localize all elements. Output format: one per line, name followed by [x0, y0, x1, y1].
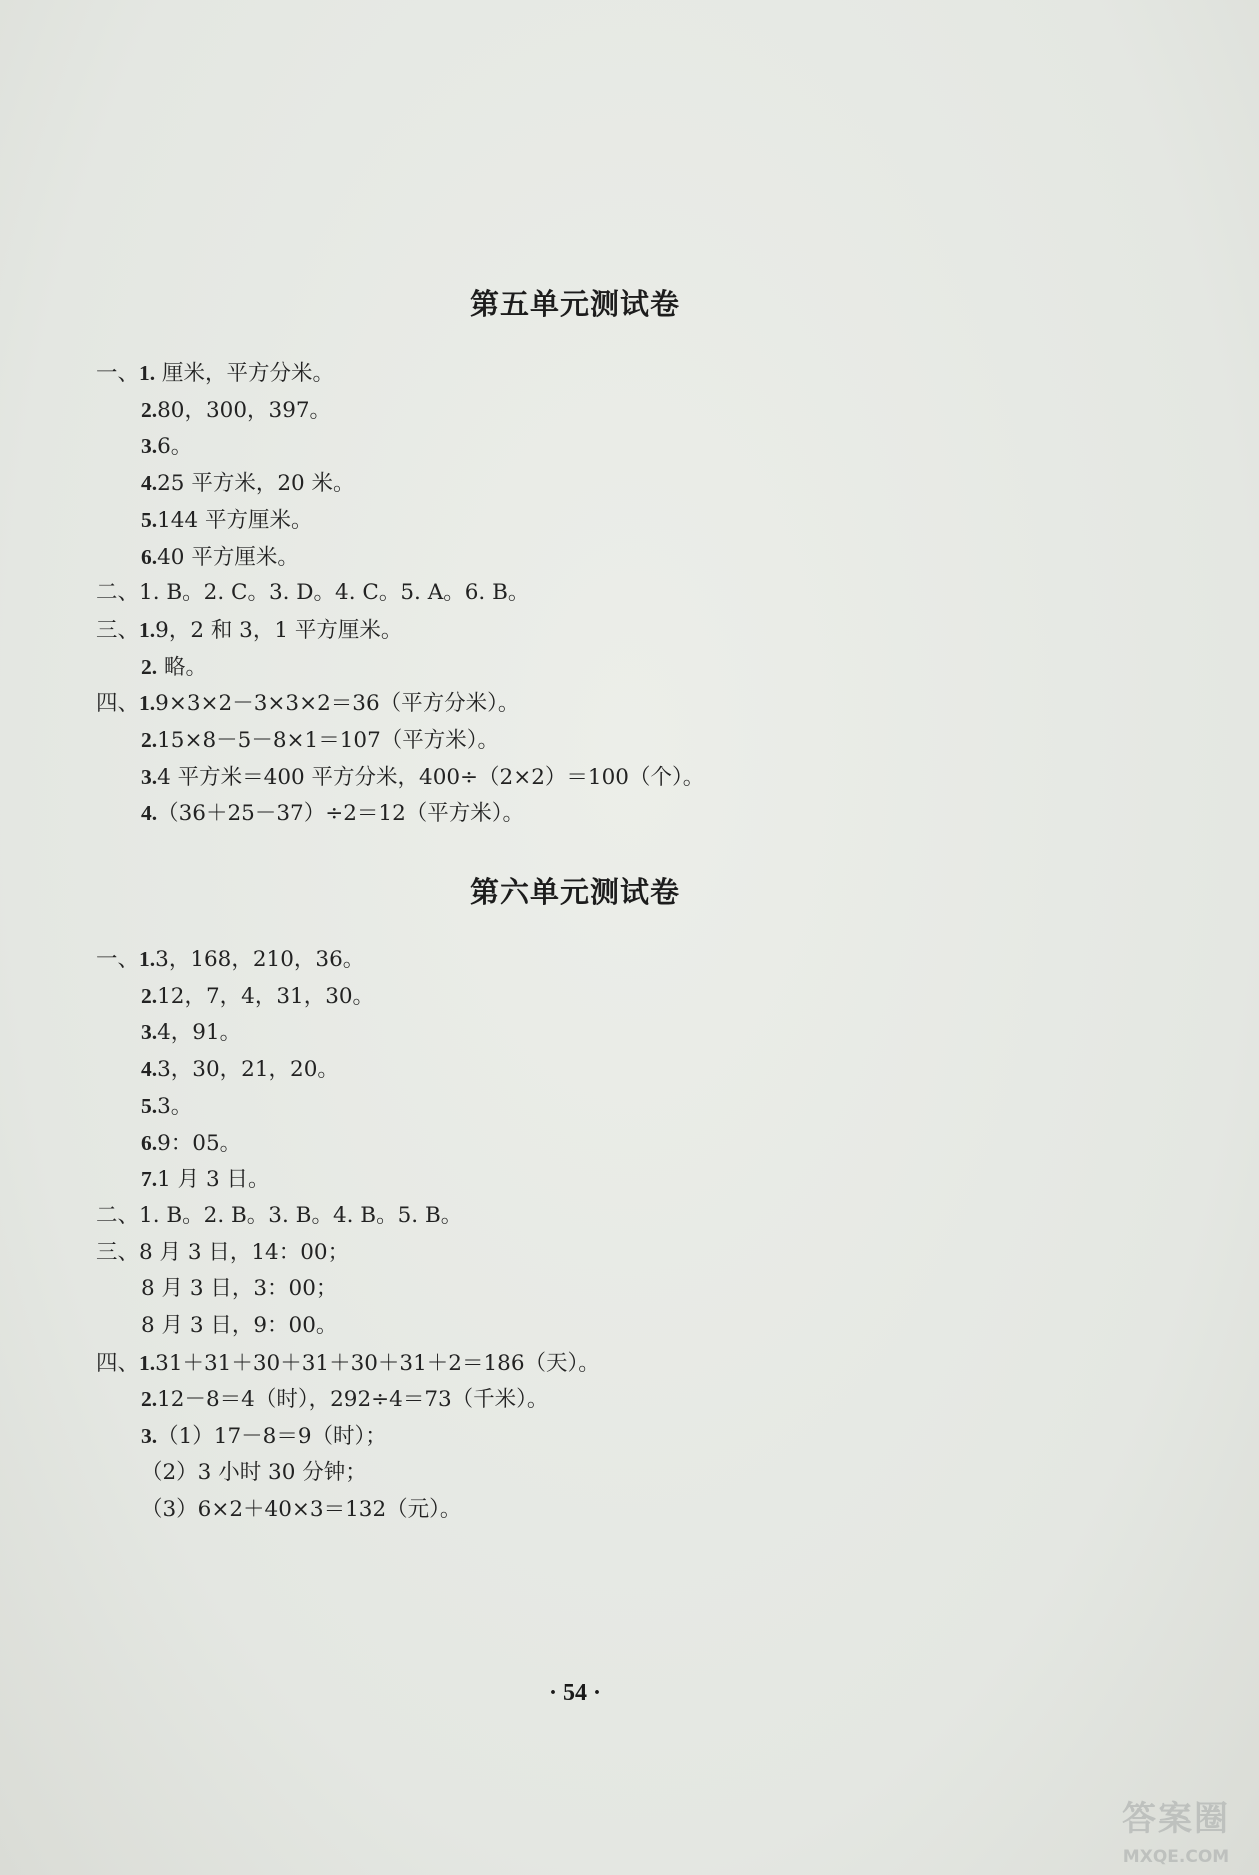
- answer-line: [141, 1054, 339, 1085]
- question-number: 6.: [141, 544, 158, 569]
- answer-line: [96, 615, 402, 646]
- question-number: 2.: [141, 397, 158, 422]
- unit6-title: 第六单元测试卷: [469, 875, 680, 909]
- watermark-text: 答案圈: [1122, 1799, 1230, 1839]
- answer-line: [141, 1164, 270, 1195]
- question-number: 1.: [139, 691, 156, 716]
- answer-line: [141, 1091, 192, 1122]
- answer-line: [141, 1495, 461, 1525]
- question-number: 3.: [141, 1424, 158, 1449]
- question-number: 3.: [141, 434, 158, 459]
- answer-text: 4，91。: [157, 1020, 242, 1046]
- question-number: 2.: [141, 728, 158, 752]
- answer-line: [141, 652, 207, 683]
- answer-line: [141, 505, 313, 536]
- answer-line: [96, 1238, 349, 1268]
- section-marker: 二、: [96, 1202, 140, 1228]
- answer-text: 9×3×2－3×3×2＝36（平方分米）。: [155, 691, 520, 717]
- section-marker: 一、: [96, 947, 140, 972]
- question-number: 1.: [139, 617, 156, 642]
- answer-text: （3）6×2＋40×3＝132（元）。: [141, 1496, 462, 1522]
- question-number: 2.: [141, 654, 158, 679]
- answer-text: 厘米，平方分米。: [155, 361, 334, 386]
- answer-line: [141, 762, 704, 793]
- answer-text: （1）17－8＝9（时）；: [157, 1424, 387, 1450]
- answer-text: 8 月 3 日，14：00；: [139, 1239, 350, 1265]
- question-number: 7.: [141, 1167, 158, 1192]
- answer-text: 80，300，397。: [157, 397, 332, 423]
- answer-line: [141, 431, 192, 462]
- answer-text: 1. B。2. B。3. B。4. B。5. B。: [139, 1202, 463, 1228]
- answer-text: 25 平方米，20 米。: [157, 471, 355, 497]
- answer-line: [141, 1017, 241, 1048]
- answer-text: 9：05。: [157, 1130, 242, 1156]
- answer-line: [141, 981, 374, 1012]
- question-number: 1.: [139, 361, 156, 385]
- answer-line: [96, 688, 519, 719]
- answer-line: [96, 1201, 462, 1231]
- question-number: 5.: [141, 1093, 158, 1118]
- question-number: 3.: [141, 1020, 158, 1045]
- answer-text: 3，168，210，36。: [155, 947, 365, 972]
- answer-line: [96, 1348, 600, 1379]
- section-marker: 一、: [96, 361, 140, 386]
- answer-line: [141, 798, 524, 829]
- question-number: 1.: [139, 1350, 156, 1375]
- unit5-title: 第五单元测试卷: [469, 287, 680, 321]
- answer-text: 3，30，21，20。: [157, 1057, 339, 1083]
- question-number: 4.: [141, 801, 158, 826]
- answer-text: 略。: [157, 654, 207, 680]
- section-marker: 二、: [96, 580, 140, 606]
- answer-line: [96, 578, 529, 608]
- section-marker: 三、: [96, 1239, 140, 1265]
- answer-text: 8 月 3 日，3：00；: [141, 1276, 338, 1302]
- answer-text: 3。: [157, 1093, 193, 1119]
- answer-line: [141, 542, 299, 573]
- question-number: 4.: [141, 471, 158, 496]
- question-number: 2.: [141, 1387, 158, 1412]
- question-number: 4.: [141, 1057, 158, 1082]
- answer-line: [141, 725, 499, 756]
- section-marker: 四、: [96, 691, 140, 717]
- watermark-url: MXQE.COM: [1122, 1847, 1230, 1867]
- question-number: 2.: [141, 983, 158, 1008]
- answer-text: 8 月 3 日，9：00。: [141, 1313, 338, 1338]
- answer-line: [141, 1421, 387, 1452]
- answer-text: 144 平方厘米。: [157, 507, 313, 533]
- answer-line: [141, 1458, 367, 1488]
- answer-text: 15×8－5－8×1＝107（平方米）。: [157, 728, 500, 753]
- section-marker: 四、: [96, 1350, 140, 1376]
- answer-text: 12，7，4，31，30。: [157, 983, 375, 1009]
- answer-line: [96, 358, 334, 389]
- answer-line: [141, 1311, 337, 1341]
- answer-text: （36＋25－37）÷2＝12（平方米）。: [157, 801, 525, 827]
- answer-text: 1 月 3 日。: [157, 1167, 270, 1193]
- answer-text: 9，2 和 3，1 平方厘米。: [155, 617, 403, 643]
- question-number: 6.: [141, 1130, 158, 1155]
- answer-text: 12－8＝4（时），292÷4＝73（千米）。: [157, 1387, 549, 1413]
- question-number: 1.: [139, 947, 156, 971]
- watermark-logo: [1101, 1791, 1251, 1867]
- answer-text: 6。: [157, 434, 193, 460]
- answer-text: 1. B。2. C。3. D。4. C。5. A。6. B。: [139, 580, 530, 606]
- question-number: 3.: [141, 764, 158, 789]
- answer-text: 40 平方厘米。: [157, 544, 299, 570]
- answer-line: [96, 944, 364, 975]
- answer-line: [141, 1274, 337, 1304]
- question-number: 5.: [141, 507, 158, 532]
- answer-line: [141, 1128, 241, 1159]
- answer-text: 31＋31＋30＋31＋30＋31＋2＝186（天）。: [155, 1350, 600, 1376]
- answer-line: [141, 468, 355, 499]
- answer-line: [141, 1384, 548, 1415]
- answer-line: [141, 395, 331, 426]
- answer-text: （2）3 小时 30 分钟；: [141, 1459, 367, 1485]
- answer-text: 4 平方米＝400 平方分米，400÷（2×2）＝100（个）。: [157, 764, 705, 790]
- page-number: · 54 ·: [548, 1680, 601, 1706]
- section-marker: 三、: [96, 617, 140, 643]
